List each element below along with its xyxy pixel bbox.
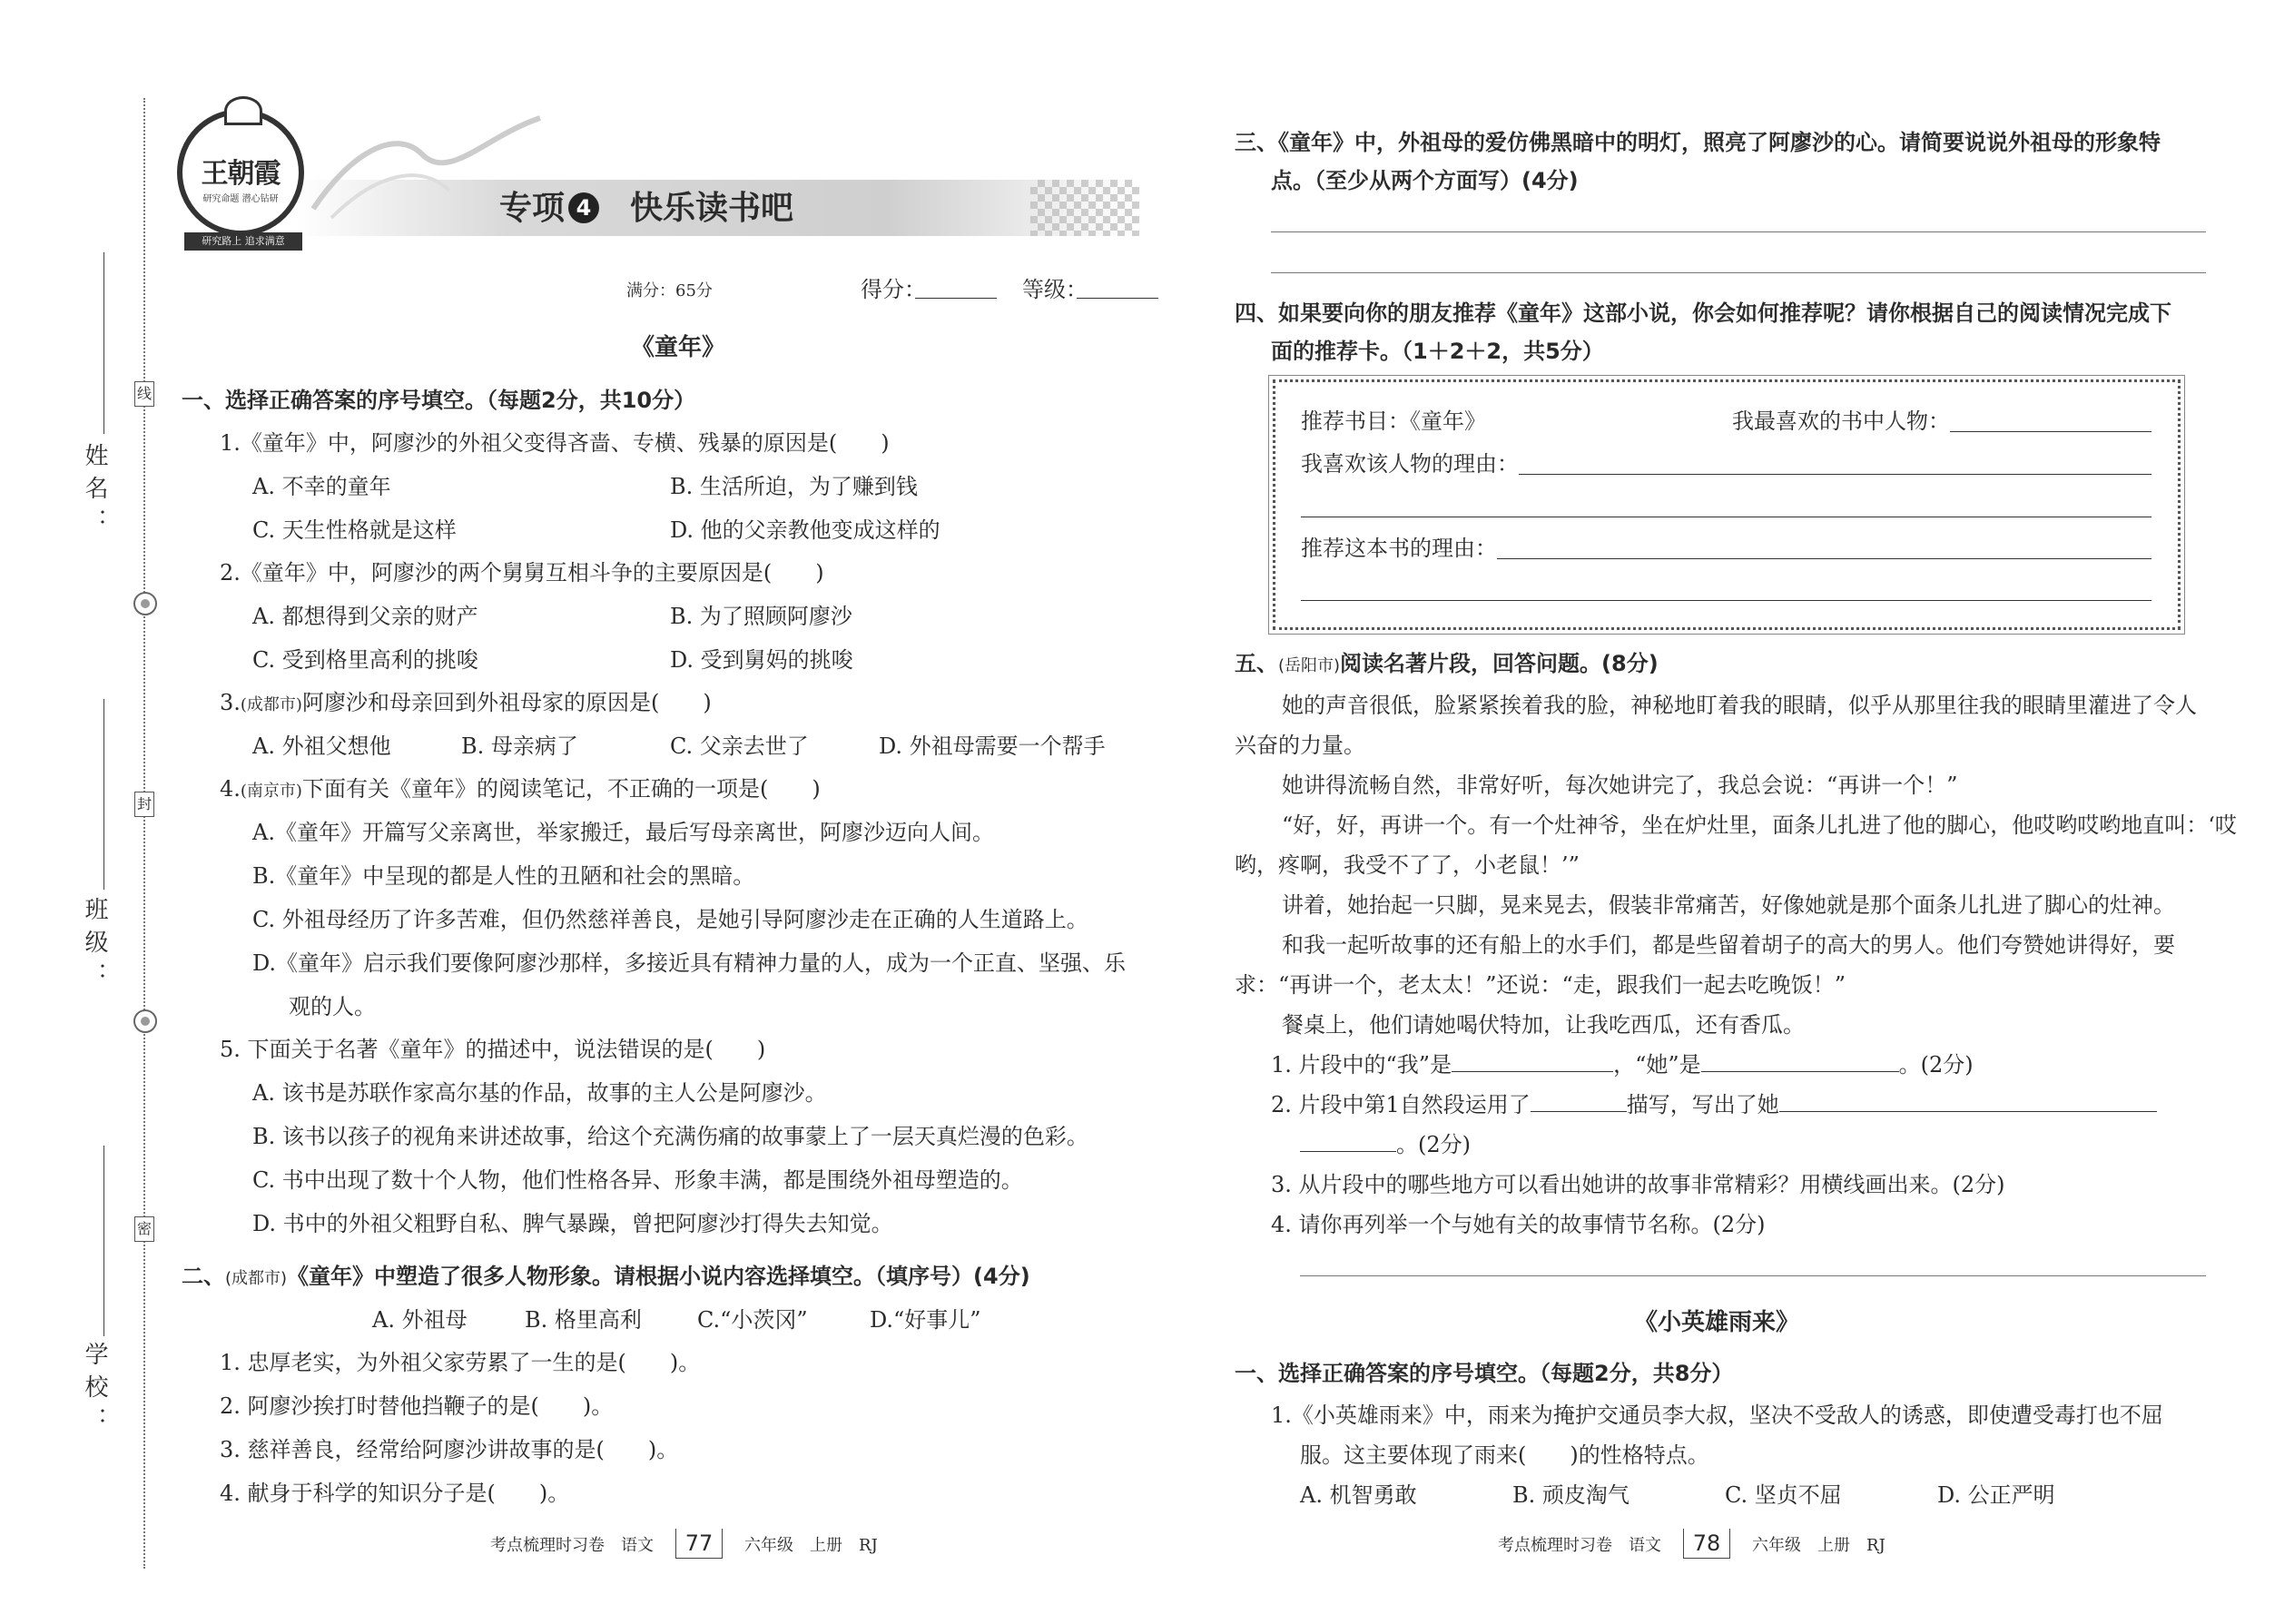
card-reason-book-field-2[interactable] <box>1301 600 2151 601</box>
section-1-heading: 一、选择正确答案的序号填空。（每题2分，共10分） <box>182 388 696 413</box>
seal-mark-3: 密 <box>134 1216 154 1242</box>
header <box>159 100 1167 281</box>
section-4-heading: 四、如果要向你的朋友推荐《童年》这部小说，你会如何推荐呢？请你根据自己的阅读情况完成下 <box>1235 300 2171 326</box>
s2-text: 《童年》中塑造了很多人物形象。请根据小说内容选择填空。（填序号）(4分) <box>287 1264 1030 1289</box>
q2-option-a[interactable]: A. 都想得到父亲的财产 <box>252 604 478 629</box>
title-name: 快乐读书吧 <box>630 190 794 227</box>
name-field[interactable] <box>103 252 104 434</box>
section-3-heading: 三、《童年》中，外祖母的爱仿佛黑暗中的明灯，照亮了阿廖沙的心。请简要说说外祖母的形象特 <box>1235 130 2161 155</box>
class-field[interactable] <box>103 699 104 890</box>
footer-left-title: 考点梳理时习卷 语文 <box>490 1536 654 1555</box>
q4-text: 下面有关《童年》的阅读笔记，不正确的一项是( ) <box>301 776 821 802</box>
name-label: 姓名： <box>81 443 108 541</box>
binding-margin <box>0 0 154 1624</box>
footer-left <box>490 1529 878 1560</box>
passage-p1: 她的声音很低，脸紧紧挨着我的脸，神秘地盯着我的眼睛，似乎从那里往我的眼睛里灌进了令人 <box>1282 693 2197 718</box>
passage-p1-cont: 兴奋的力量。 <box>1235 733 1365 758</box>
logo-text: 王朝霞 <box>201 158 281 190</box>
q3-option-a[interactable]: A. 外祖父想他 <box>252 733 391 759</box>
s5-source-tag: (岳阳市) <box>1278 656 1341 675</box>
q1-option-a[interactable]: A. 不幸的童年 <box>252 474 391 499</box>
book2-question-1: 1.《小英雄雨来》中，雨来为掩护交通员李大叔，坚决不受敌人的诱惑，即使遭受毒打也不屈 <box>1271 1403 2163 1428</box>
card-fav-field[interactable] <box>1950 431 2151 432</box>
rq1-part-c: 。(2分) <box>1898 1052 1974 1078</box>
seal-mark-2: 封 <box>134 792 154 817</box>
question-1: 1.《童年》中，阿廖沙的外祖父变得吝啬、专横、残暴的原因是( ) <box>220 430 890 456</box>
section-3-heading-cont: 点。（至少从两个方面写）(4分) <box>1271 168 1579 193</box>
rq1-blank-2[interactable] <box>1701 1051 1899 1072</box>
q3-option-d[interactable]: D. 外祖母需要一个帮手 <box>879 733 1106 759</box>
passage-p5-cont: 求：“再讲一个，老太太！”还说：“走，跟我们一起去吃晚饭！” <box>1235 972 1846 998</box>
footer-left-grade: 六年级 上册 RJ <box>744 1536 878 1555</box>
card-reason-book-label: 推荐这本书的理由： <box>1301 536 1497 561</box>
page-number-77: 77 <box>675 1529 724 1559</box>
section-4-heading-cont: 面的推荐卡。（1＋2＋2，共5分） <box>1271 339 1604 364</box>
s2-question-2[interactable]: 2. 阿廖沙挨打时替他挡鞭子的是( )。 <box>220 1393 614 1419</box>
rq1-part-b: ，“她”是 <box>1613 1052 1701 1078</box>
q4-option-b[interactable]: B.《童年》中呈现的都是人性的丑陋和社会的黑暗。 <box>252 863 755 889</box>
q5-option-c[interactable]: C. 书中出现了数十个人物，他们性格各异、形象丰满，都是围绕外祖母塑造的。 <box>252 1167 1023 1193</box>
reading-question-1 <box>1271 1051 1974 1078</box>
rq2-part-b: 描写，写出了她 <box>1626 1092 1779 1117</box>
rq2-blank-2[interactable] <box>1779 1091 2157 1112</box>
checker-pattern <box>1030 180 1139 236</box>
s3-answer-line-2[interactable] <box>1271 272 2206 273</box>
rq1-blank-1[interactable] <box>1452 1051 1613 1072</box>
s2-question-3[interactable]: 3. 慈祥善良，经常给阿廖沙讲故事的是( )。 <box>220 1437 679 1462</box>
card-book-label: 推荐书目：《童年》 <box>1301 408 1486 434</box>
book2-question-1-cont: 服。这主要体现了雨来( )的性格特点。 <box>1300 1442 1709 1468</box>
s2-choice-d: D.“好事儿” <box>870 1307 981 1333</box>
b2q1-option-d[interactable]: D. 公正严明 <box>1937 1482 2055 1508</box>
book2-section-1-heading: 一、选择正确答案的序号填空。（每题2分，共8分） <box>1235 1361 1734 1386</box>
s2-choice-c: C.“小茨冈” <box>697 1307 808 1333</box>
score-label: 得分： <box>861 277 926 302</box>
q3-number: 3. <box>220 690 241 715</box>
q1-option-c[interactable]: C. 天生性格就是这样 <box>252 517 457 543</box>
passage-p3-cont: 哟，疼啊，我受不了了，小老鼠！’” <box>1235 852 1580 878</box>
q1-option-d[interactable]: D. 他的父亲教他变成这样的 <box>670 517 940 543</box>
footer-right <box>1498 1529 1885 1560</box>
s2-source-tag: (成都市) <box>225 1269 288 1288</box>
q4-option-a[interactable]: A.《童年》开篇写父亲离世，举家搬迁，最后写母亲离世，阿廖沙迈向人间。 <box>252 820 994 845</box>
q5-option-a[interactable]: A. 该书是苏联作家高尔基的作品，故事的主人公是阿廖沙。 <box>252 1080 827 1106</box>
school-label: 学校： <box>81 1342 108 1440</box>
recommend-card <box>1273 379 2181 630</box>
title-prefix: 专项 <box>499 190 566 227</box>
full-score: 满分：65分 <box>626 281 713 300</box>
school-field[interactable] <box>103 1146 104 1336</box>
rq1-part-a: 1. 片段中的“我”是 <box>1271 1052 1452 1078</box>
card-reason-char-label: 我喜欢该人物的理由： <box>1301 451 1519 477</box>
q4-option-d-cont: 观的人。 <box>289 994 376 1019</box>
question-5: 5. 下面关于名著《童年》的描述中，说法错误的是( ) <box>220 1037 766 1062</box>
reading-question-4: 4. 请你再列举一个与她有关的故事情节名称。(2分) <box>1271 1212 1766 1237</box>
passage-p3: “好，好，再讲一个。有一个灶神爷，坐在炉灶里，面条儿扎进了他的脚心，他哎哟哎哟地直叫：‘哎 <box>1282 812 2237 838</box>
b2q1-option-b[interactable]: B. 顽皮淘气 <box>1512 1482 1629 1508</box>
passage-p4: 讲着，她抬起一只脚，晃来晃去，假装非常痛苦，好像她就是那个面条儿扎进了脚心的灶神。 <box>1282 892 2175 918</box>
cut-line <box>143 98 145 1569</box>
reading-question-2-cont <box>1300 1131 1471 1158</box>
grade-label: 等级： <box>1022 277 1088 302</box>
passage-p5: 和我一起听故事的还有船上的水手们，都是些留着胡子的高大的男人。他们夸赞她讲得好，要 <box>1282 932 2175 958</box>
rq2-blank-1[interactable] <box>1531 1091 1627 1112</box>
page-number-78: 78 <box>1683 1529 1731 1559</box>
logo-badge <box>177 109 304 236</box>
q3-source-tag: (成都市) <box>240 695 302 714</box>
s2-question-1[interactable]: 1. 忠厚老实，为外祖父家劳累了一生的是( )。 <box>220 1350 701 1375</box>
q2-option-c[interactable]: C. 受到格里高利的挑唆 <box>252 647 478 673</box>
rq2-part-c: 。(2分) <box>1396 1132 1471 1157</box>
class-label: 班级： <box>81 897 108 995</box>
card-reason-char-field[interactable] <box>1519 474 2151 475</box>
reading-question-2 <box>1271 1091 2157 1118</box>
q3-option-c[interactable]: C. 父亲去世了 <box>670 733 809 759</box>
logo-slogan: 研究路上 追求满意 <box>184 232 302 251</box>
book-title-childhood: 《童年》 <box>631 334 726 361</box>
book-title-yulai: 《小英雄雨来》 <box>1634 1309 1800 1336</box>
logo-motto: 研究命题 潜心钻研 <box>202 194 279 204</box>
reading-question-3: 3. 从片段中的哪些地方可以看出她讲的故事非常精彩？用横线画出来。(2分) <box>1271 1172 2005 1197</box>
score-field[interactable] <box>915 278 997 299</box>
q5-option-d[interactable]: D. 书中的外祖父粗野自私、脾气暴躁，曾把阿廖沙打得失去知觉。 <box>252 1211 893 1236</box>
section-2-heading <box>182 1263 1030 1293</box>
card-fav-label: 我最喜欢的书中人物： <box>1732 408 1950 434</box>
s2-prefix: 二、 <box>182 1264 225 1289</box>
s2-choice-b: B. 格里高利 <box>525 1307 642 1333</box>
q3-text: 阿廖沙和母亲回到外祖母家的原因是( ) <box>301 690 712 715</box>
passage-p6: 餐桌上，他们请她喝伏特加，让我吃西瓜，还有香瓜。 <box>1282 1012 1805 1038</box>
s5-prefix: 五、 <box>1235 651 1278 676</box>
b2q1-option-a[interactable]: A. 机智勇敢 <box>1300 1482 1417 1508</box>
grade-field[interactable] <box>1077 278 1158 299</box>
seal-mark-1: 线 <box>134 381 154 407</box>
q2-option-b[interactable]: B. 为了照顾阿廖沙 <box>670 604 852 629</box>
question-4 <box>220 775 821 805</box>
rq2-part-a: 2. 片段中第1自然段运用了 <box>1271 1092 1531 1117</box>
q3-option-b[interactable]: B. 母亲病了 <box>461 733 578 759</box>
section-5-heading <box>1235 650 1659 680</box>
s3-answer-line-1[interactable] <box>1271 231 2206 232</box>
passage-p2: 她讲得流畅自然，非常好听，每次她讲完了，我总会说：“再讲一个！” <box>1282 773 1958 798</box>
logo-crown-icon <box>224 96 262 125</box>
title-number-badge: 4 <box>568 192 599 223</box>
q5-option-b[interactable]: B. 该书以孩子的视角来讲述故事，给这个充满伤痛的故事蒙上了一层天真烂漫的色彩。 <box>252 1124 1088 1149</box>
rq2-blank-3[interactable] <box>1300 1131 1396 1152</box>
footer-right-title: 考点梳理时习卷 语文 <box>1498 1536 1661 1555</box>
q4-number: 4. <box>220 776 241 802</box>
q4-source-tag: (南京市) <box>240 782 302 801</box>
binding-hole-icon <box>133 1009 157 1033</box>
footer-right-grade: 六年级 上册 RJ <box>1752 1536 1885 1555</box>
q4-option-c[interactable]: C. 外祖母经历了许多苦难，但仍然慈祥善良，是她引导阿廖沙走在正确的人生道路上。 <box>252 907 1088 932</box>
question-3 <box>220 689 712 719</box>
s5-text: 阅读名著片段，回答问题。(8分) <box>1340 651 1659 676</box>
binding-hole-icon <box>133 592 157 615</box>
s2-question-4[interactable]: 4. 献身于科学的知识分子是( )。 <box>220 1481 570 1506</box>
q2-option-d[interactable]: D. 受到舅妈的挑唆 <box>670 647 853 673</box>
card-reason-book-field[interactable] <box>1497 558 2151 559</box>
q4-option-d[interactable]: D.《童年》启示我们要像阿廖沙那样，多接近具有精神力量的人，成为一个正直、坚强、乐 <box>252 950 1127 976</box>
q1-option-b[interactable]: B. 生活所迫，为了赚到钱 <box>670 474 918 499</box>
s2-choice-a: A. 外祖母 <box>372 1307 468 1333</box>
page-title <box>499 187 793 231</box>
question-2: 2.《童年》中，阿廖沙的两个舅舅互相斗争的主要原因是( ) <box>220 560 824 586</box>
rq4-answer-line[interactable] <box>1300 1275 2206 1276</box>
b2q1-option-c[interactable]: C. 坚贞不屈 <box>1725 1482 1842 1508</box>
